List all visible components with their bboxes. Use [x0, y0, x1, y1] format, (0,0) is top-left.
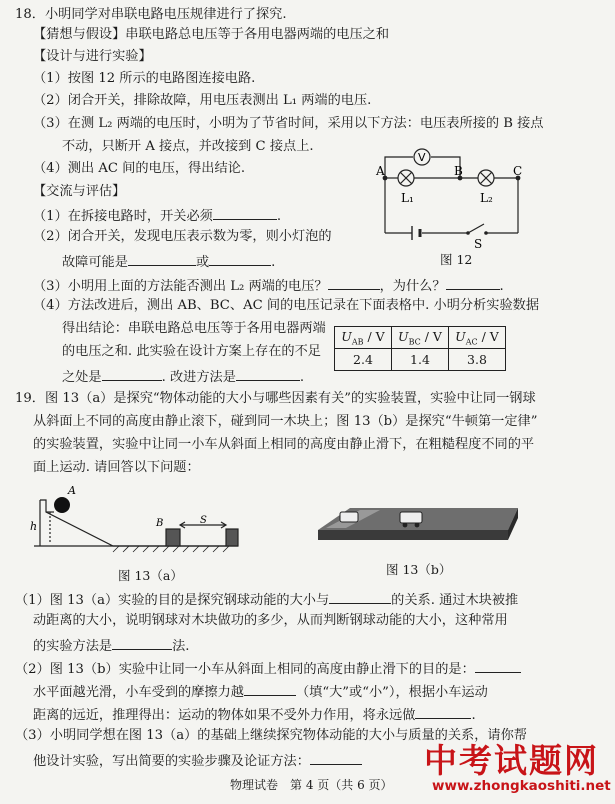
- q19-line-2: 从斜面上不同的高度由静止滚下，碰到同一木块上；图 13（b）是探究“牛顿第一定律”: [33, 414, 538, 429]
- node-c-label: C: [513, 164, 523, 178]
- figure-13b-caption: 图 13（b）: [386, 562, 452, 577]
- q18-hypothesis: 【猜想与假设】串联电路总电压等于各用电器两端的电压之和: [33, 27, 390, 42]
- cart-icon: [400, 512, 422, 523]
- table-header-cell: $U_{AC}$ / V: [449, 327, 506, 349]
- q18-step-2: （2）闭合开关，排除故障，用电压表测出 L₁ 两端的电压.: [33, 93, 372, 108]
- site-watermark: 中考试题网: [424, 741, 599, 780]
- table-cell: 3.8: [449, 349, 506, 371]
- answer-blank[interactable]: [209, 251, 271, 266]
- voltage-table: [334, 326, 506, 371]
- q18-eval-3: （3）小明用上面的方法能否测出 L₂ 两端的电压？ ，为什么？ .: [33, 275, 504, 296]
- figure-13b-cart-ramp: [318, 500, 528, 550]
- answer-blank[interactable]: [236, 366, 300, 381]
- q18-eval-4d: 之处是 . 改进方法是 .: [62, 366, 304, 387]
- voltmeter-label: V: [418, 151, 426, 164]
- answer-blank[interactable]: [112, 635, 172, 650]
- table-row: [335, 349, 506, 371]
- q19-answer-1b: 动距离的大小，说明钢球对木块做功的多少，从而判断钢球动能的大小，这种常用: [33, 613, 508, 628]
- distance-label: S: [200, 515, 207, 526]
- answer-blank[interactable]: [328, 275, 380, 290]
- table-header-cell: $U_{BC}$ / V: [392, 327, 449, 349]
- q18-design-heading: 【设计与进行实验】: [33, 49, 152, 64]
- node-b-label: B: [454, 164, 463, 178]
- q18-step-3b: 不动，只断开 A 接点，并改接到 C 接点上.: [62, 139, 314, 154]
- q19-answer-2b: 水平面越光滑，小车受到的摩擦力越 （填“大”或“小”），根据小车运动: [33, 681, 488, 702]
- answer-blank[interactable]: [310, 750, 362, 765]
- table-header-row: [335, 327, 506, 349]
- q19-answer-2c: 距离的远近，推理得出：运动的物体如果不受外力作用，将永远做 .: [33, 704, 476, 725]
- q18-eval-heading: 【交流与评估】: [33, 184, 126, 199]
- ball-label: A: [68, 484, 76, 497]
- block-label: B: [156, 518, 164, 529]
- answer-blank[interactable]: [415, 704, 471, 719]
- q18-eval-4c: 的电压之和. 此实验在设计方案上存在的不足: [62, 344, 321, 359]
- q18-eval-4b: 得出结论：串联电路总电压等于各用电器两端: [62, 321, 326, 336]
- q19-answer-1c: 的实验方法是 法.: [33, 635, 190, 656]
- q18-step-3a: （3）在测 L₂ 两端的电压时，小明为了节省时间，采用以下方法：电压表所接的 B 接点: [33, 116, 544, 131]
- q19-answer-2a: （2）图 13（b）实验中让同一小车从斜面上相同的高度由静止滑下的目的是：: [15, 658, 521, 679]
- q18-step-4: （4）测出 AC 间的电压，得出结论.: [33, 161, 246, 176]
- answer-blank[interactable]: [446, 275, 500, 290]
- figure-13a-ramp-ball: [28, 482, 258, 562]
- steel-ball-icon: [54, 497, 70, 513]
- cart-icon: [340, 512, 358, 522]
- q19-answer-1a: （1）图 13（a）实验的目的是探究钢球动能的大小与 的关系. 通过木块被推: [15, 589, 518, 610]
- answer-blank[interactable]: [244, 681, 296, 696]
- node-a-label: A: [376, 164, 385, 178]
- q18-step-1: （1）按图 12 所示的电路图连接电路.: [33, 71, 256, 86]
- answer-blank[interactable]: [329, 589, 391, 604]
- q19-line-3: 的实验装置，实验中让同一小车从斜面上相同的高度由静止滑下，在粗糙程度不同的平: [33, 437, 535, 452]
- q19-line-1: 19．图 13（a）是探究“物体动能的大小与哪些因素有关”的实验装置，实验中让同一钢球: [15, 391, 536, 406]
- q18-eval-2a: （2）闭合开关，发现电压表示数为零，则小灯泡的: [33, 229, 332, 244]
- site-watermark-url: www.zhongkaoshiti.net: [432, 778, 611, 794]
- figure-12-caption: 图 12: [440, 252, 473, 267]
- height-label: h: [30, 520, 38, 533]
- table-cell: 1.4: [392, 349, 449, 371]
- q18-eval-4a: （4）方法改进后，测出 AB、BC、AC 间的电压记录在下面表格中. 小明分析实验数据: [33, 298, 540, 313]
- q18-eval-2b: 故障可能是 或 .: [62, 251, 275, 272]
- table-header-cell: $U_{AB}$ / V: [335, 327, 392, 349]
- lamp-l1-label: L₁: [401, 191, 414, 205]
- page-footer: 物理试卷 第 4 页（共 6 页）: [230, 778, 393, 792]
- answer-blank[interactable]: [128, 251, 196, 266]
- q19-answer-3a: （3）小明同学想在图 13（a）的基础上继续探究物体动能的大小与质量的关系，请你帮: [15, 728, 527, 743]
- q19-line-4: 面上运动. 请回答以下问题：: [33, 460, 200, 475]
- table-cell: 2.4: [335, 349, 392, 371]
- figure-13a-caption: 图 13（a）: [118, 568, 183, 583]
- q18-eval-1: （1）在拆接电路时，开关必须 .: [33, 205, 281, 226]
- circuit-diagram: [368, 145, 538, 265]
- lamp-l2-label: L₂: [480, 191, 493, 205]
- switch-label: S: [474, 237, 483, 251]
- answer-blank[interactable]: [102, 366, 162, 381]
- answer-blank[interactable]: [475, 658, 521, 673]
- answer-blank[interactable]: [213, 205, 277, 220]
- q19-answer-3b: 他设计实验，写出简要的实验步骤及论证方法：: [33, 750, 362, 771]
- q18-title: 18．小明同学对串联电路电压规律进行了探究.: [15, 7, 287, 22]
